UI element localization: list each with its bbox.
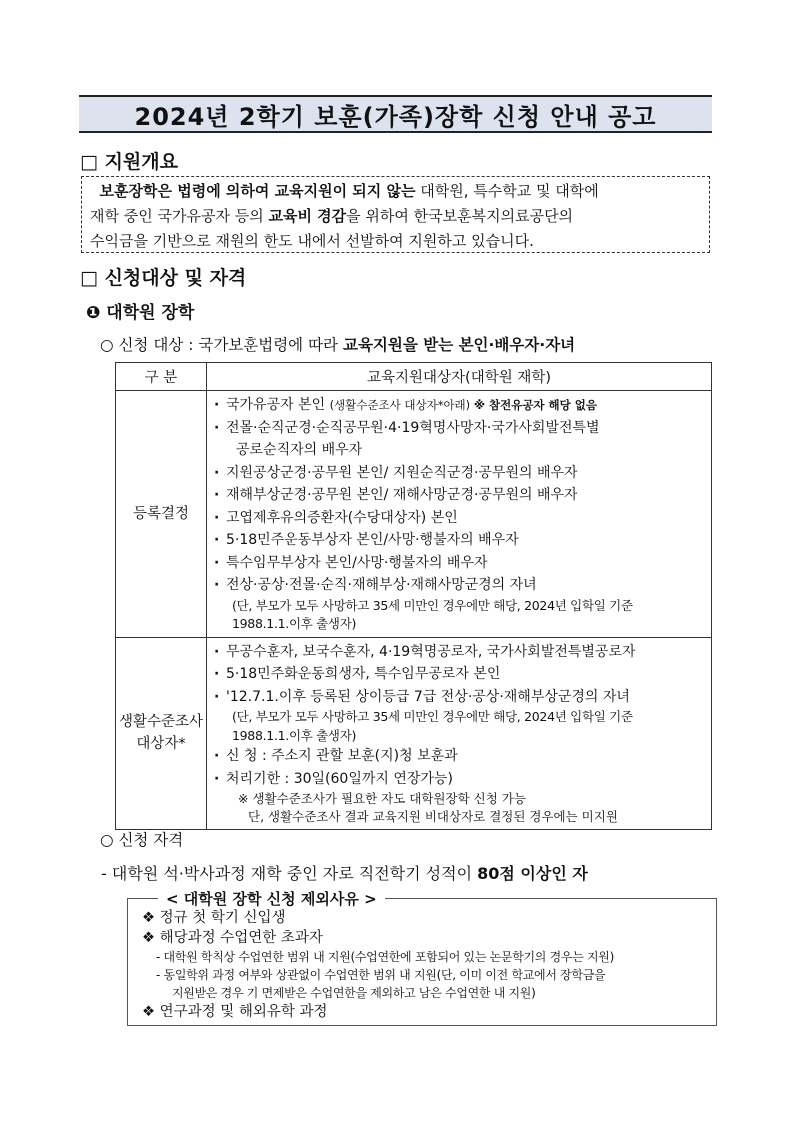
qualification-line (101, 861, 588, 884)
exclusion-subitem: 지원받은 경우 기 면제받은 수업연한을 제외하고 남은 수업연한 내 지원) (172, 986, 536, 1000)
intro-text-2: 재학 중인 국가유공자 등의 (90, 207, 269, 225)
qualification-heading: ○ 신청 자격 (100, 831, 184, 849)
list-note: (단, 부모가 모두 사망하고 35세 미만인 경우에만 해당, 2024년 입학일 기준 (232, 597, 633, 613)
list-item: · 무공수훈자, 보국수훈자, 4·19혁명공로자, 국가사회발전특별공로자 (214, 641, 706, 664)
qualification-text: - 대학원 석·박사과정 재학 중인 자로 직전학기 성적이 (101, 864, 478, 883)
list-item: · 전상·공상·전몰·순직·재해부상·재해사망군경의 자녀 (214, 574, 706, 597)
section-heading-overview: □ 지원개요 (80, 151, 178, 173)
intro-box (81, 176, 710, 253)
list-remark: ※ 생활수준조사가 필요한 자도 대학원장학 신청 가능 (238, 791, 526, 806)
list-item: · 국가유공자 본인 (생활수준조사 대상자*아래) ※ 참전유공자 해당 없음 (214, 394, 706, 417)
eligibility-table (115, 362, 712, 830)
exclusion-list (142, 908, 714, 1022)
table-row-survey (116, 637, 712, 830)
list-item: 공로순직자의 배우자 (236, 442, 363, 458)
list-item: · 5·18민주운동부상자 본인/사망·행불자의 배우자 (214, 529, 706, 552)
list-item: · 전몰·순직군경·순직공무원·4·19혁명사망자·국가사회발전특별 (214, 417, 706, 440)
page-title: 2024년 2학기 보훈(가족)장학 신청 안내 공고 (79, 95, 712, 133)
list-item-deadline: · 처리기한 : 30일(60일까지 연장가능) (214, 768, 706, 791)
list-note: (단, 부모가 모두 사망하고 35세 미만인 경우에만 해당, 2024년 입학일 기준 (232, 709, 633, 724)
table-header-row (116, 363, 712, 391)
header-category: 구 분 (116, 363, 207, 391)
intro-text-3: 을 위하여 한국보훈복지의료공단의 (346, 207, 574, 225)
section-heading-eligibility: □ 신청대상 및 자격 (80, 267, 247, 289)
intro-bold-1: 보훈장학은 법령에 의하여 교육지원이 되지 않는 (99, 182, 416, 200)
cell-survey-items (207, 637, 712, 830)
exclusion-subitem: - 동일학위 과정 여부와 상관없이 수업연한 범위 내 지원(단, 이미 이전 학교에서 장학금을 (156, 968, 606, 982)
header-target: 교육지원대상자(대학원 재학) (207, 363, 712, 391)
target-line (100, 333, 575, 355)
cell-registration-items (207, 391, 712, 638)
exclusion-item: ❖ 연구과정 및 해외유학 과정 (142, 1004, 328, 1020)
exclusion-item: ❖ 정규 첫 학기 신입생 (142, 910, 286, 926)
qualification-bold: 80점 이상인 자 (477, 864, 588, 883)
intro-bold-2: 교육비 경감 (268, 207, 347, 225)
list-item: · 고엽제후유의증환자(수당대상자) 본인 (214, 507, 706, 530)
list-item: · 지원공상군경·공무원 본인/ 지원순직군경·공무원의 배우자 (214, 462, 706, 485)
list-item-apply: · 신 청 : 주소지 관할 보훈(지)청 보훈과 (214, 745, 706, 768)
category-survey: 생활수준조사 대상자* (116, 637, 207, 830)
intro-line-1 (90, 179, 701, 204)
list-item: · 5·18민주화운동희생자, 특수임무공로자 본인 (214, 663, 706, 686)
table-row-registration (116, 391, 712, 638)
list-note: 1988.1.1.이후 출생자) (232, 727, 357, 743)
category-registration: 등록결정 (116, 391, 207, 638)
exclusion-item: ❖ 해당과정 수업연한 초과자 (142, 930, 323, 946)
list-remark: 단, 생활수준조사 결과 교육지원 비대상자로 결정된 경우에는 미지원 (248, 809, 618, 824)
list-item: · 특수임무부상자 본인/사망·행불자의 배우자 (214, 552, 706, 575)
grad-scholarship-heading: ❶ 대학원 장학 (86, 303, 195, 323)
intro-line-2 (90, 204, 701, 229)
list-item: · '12.7.1.이후 등록된 상이등급 7급 전상·공상·재해부상군경의 자녀 (214, 686, 706, 709)
intro-line-3: 수익금을 기반으로 재원의 한도 내에서 선발하여 지원하고 있습니다. (90, 232, 534, 250)
exclusion-subitem: - 대학원 학칙상 수업연한 범위 내 지원(수업연한에 포함되어 있는 논문학기의 경우는 지원) (156, 950, 614, 964)
target-label: ○ 신청 대상 : 국가보훈법령에 따라 (100, 336, 343, 354)
intro-text-1: 대학원, 특수학교 및 대학에 (415, 182, 599, 200)
exclusion-title: < 대학원 장학 신청 제외사유 > (158, 888, 385, 909)
list-note: 1988.1.1.이후 출생자) (232, 616, 357, 631)
target-bold: 교육지원을 받는 본인·배우자·자녀 (342, 336, 576, 354)
list-item: · 재해부상군경·공무원 본인/ 재해사망군경·공무원의 배우자 (214, 484, 706, 507)
